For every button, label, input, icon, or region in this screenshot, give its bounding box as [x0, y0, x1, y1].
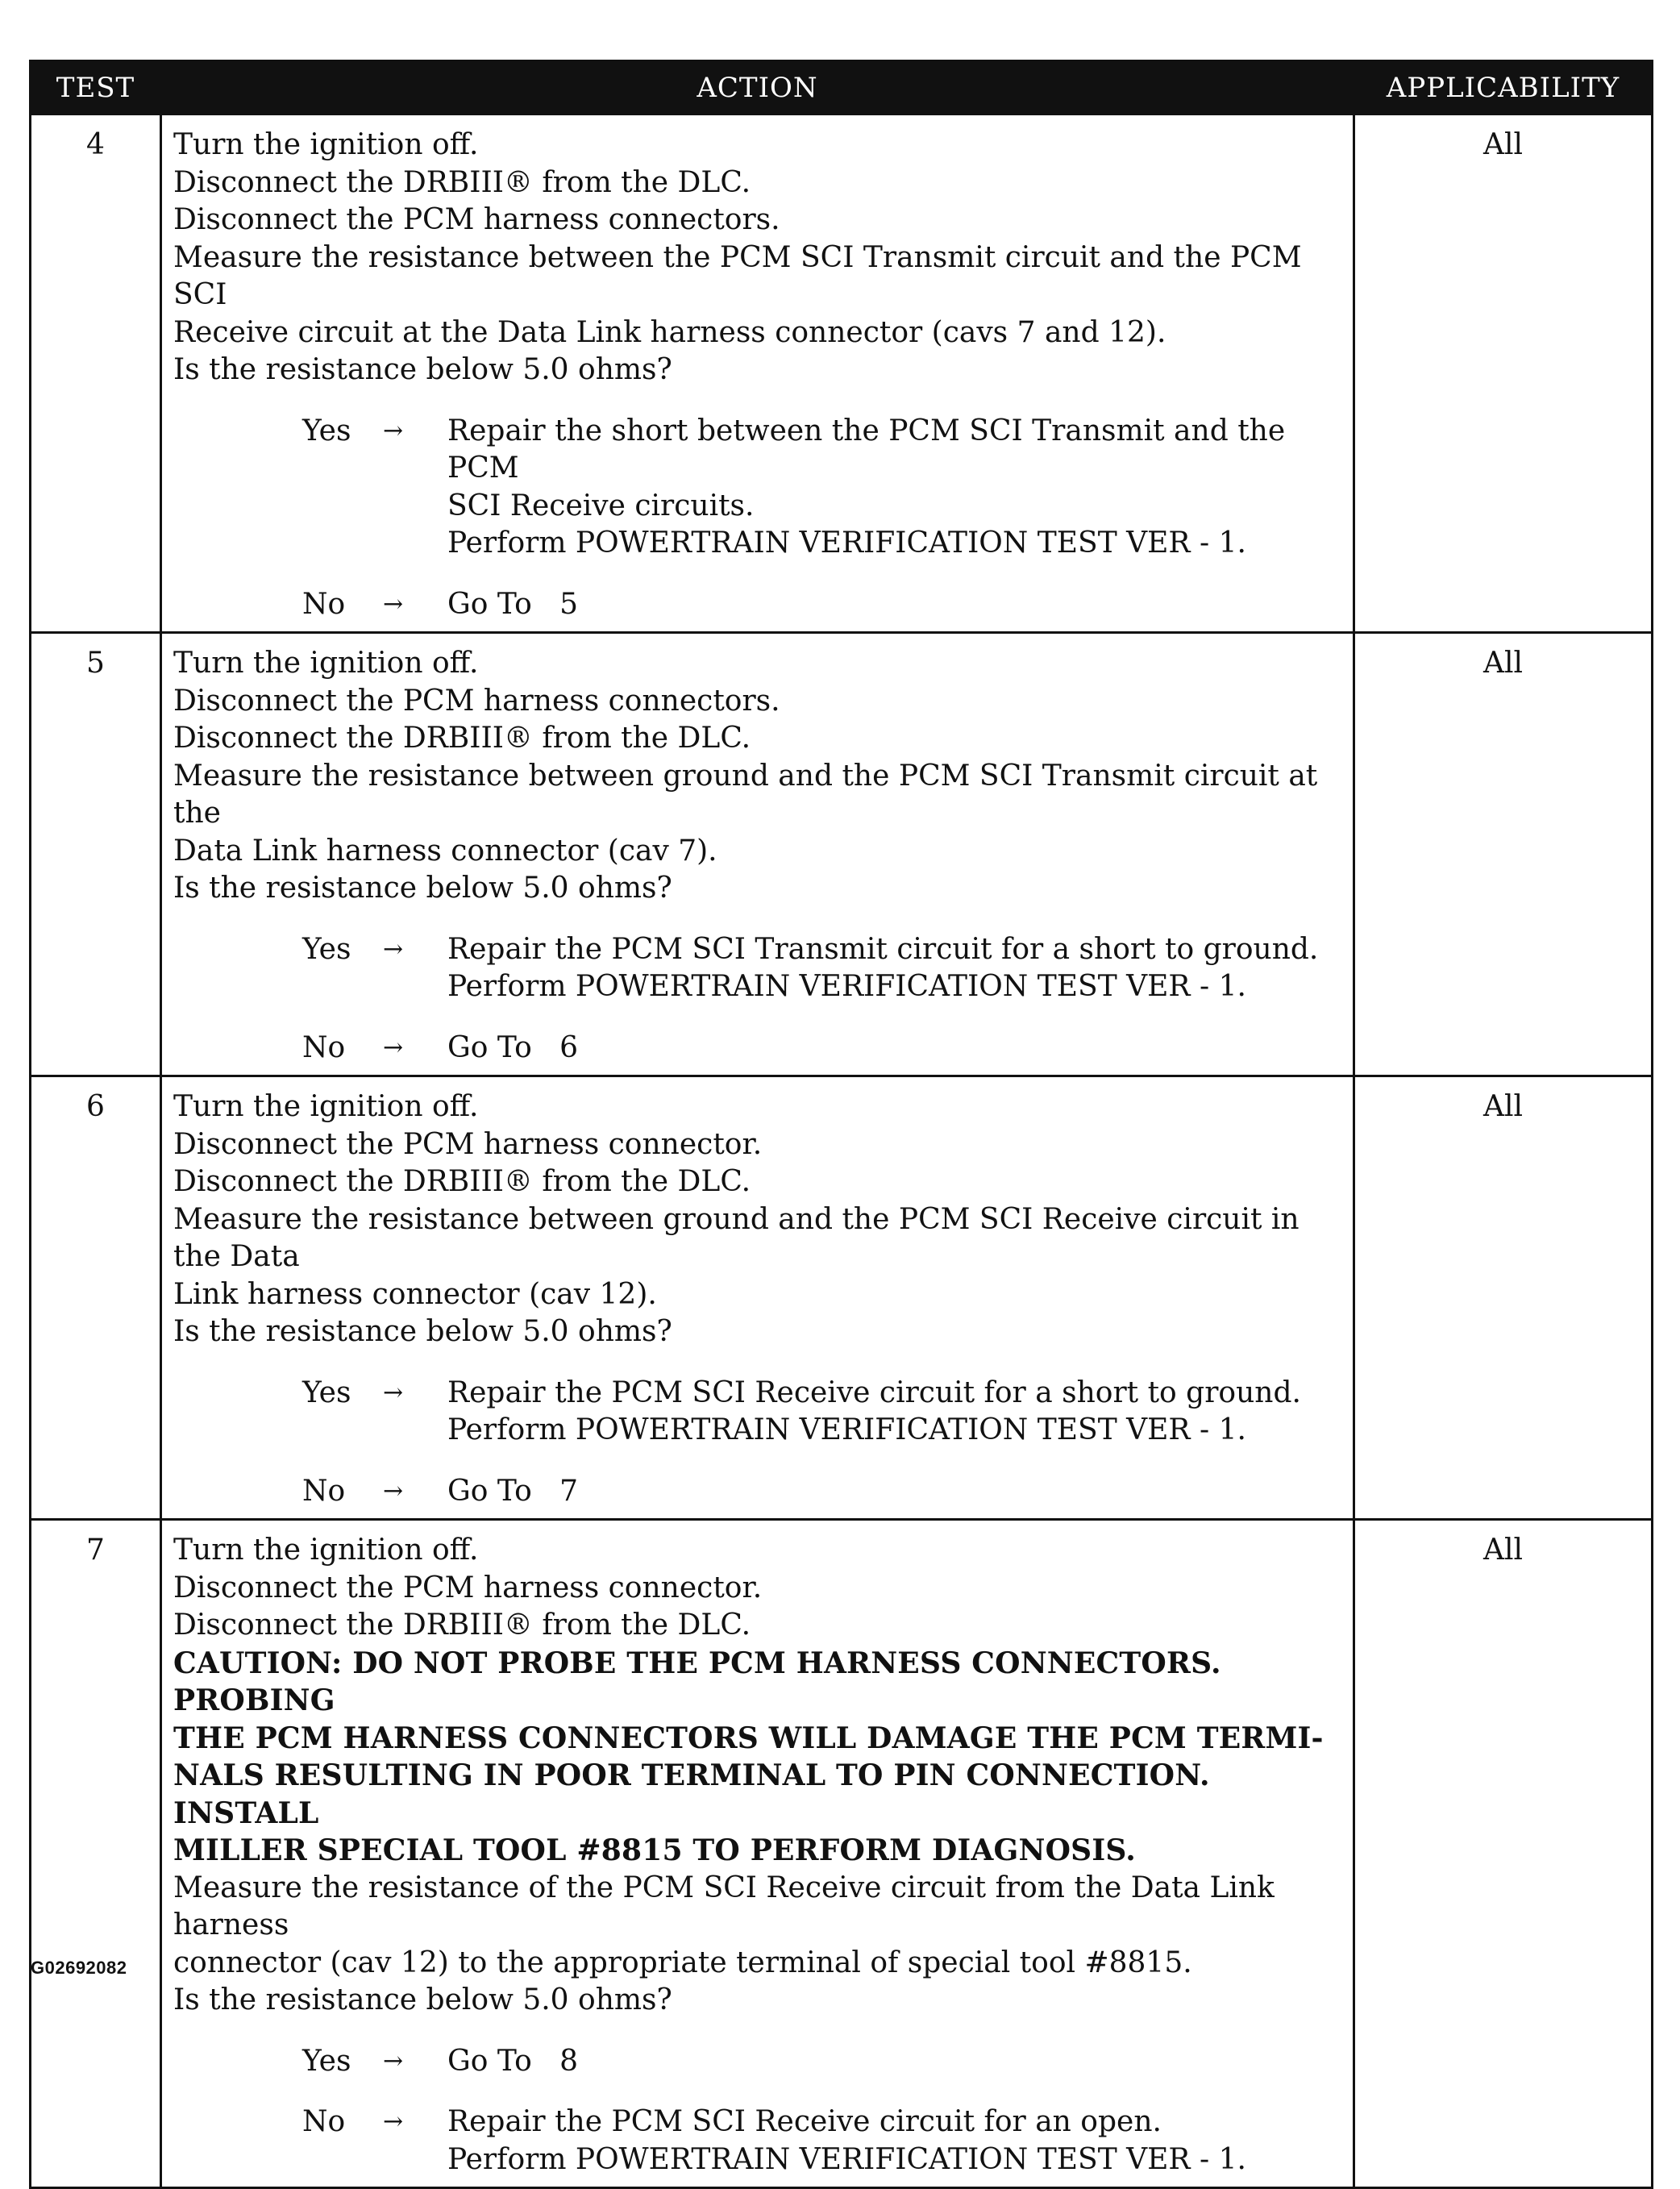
yes-line: Repair the short between the PCM SCI Transmit and the PCM [447, 414, 1286, 485]
yes-action [447, 931, 1345, 1006]
yes-response [173, 413, 1345, 563]
action-cell [161, 1076, 1354, 1520]
test-number: 7 [31, 1520, 161, 2188]
applicability: All [1354, 1076, 1653, 1520]
yes-label: Yes [302, 1375, 351, 1409]
no-action [447, 1030, 1345, 1067]
yes-line: Repair the PCM SCI Receive circuit for a short to ground. [447, 1375, 1301, 1409]
action-line: Is the resistance below 5.0 ohms? [173, 872, 672, 905]
no-line: Go To 7 [447, 1474, 578, 1508]
yes-action [447, 413, 1345, 563]
action-line: Data Link harness connector (cav 7). [173, 834, 717, 868]
action-line: Link harness connector (cav 12). [173, 1277, 657, 1311]
figure-id: G02692082 [31, 1958, 127, 1978]
diagnostic-test-table [29, 60, 1651, 2189]
action-line: Turn the ignition off. [173, 1534, 479, 1567]
action-line: Disconnect the PCM harness connectors. [173, 203, 780, 236]
yes-label: Yes [302, 932, 351, 966]
applicability: All [1354, 114, 1653, 633]
header-test: TEST [31, 61, 161, 114]
action-line: Measure the resistance between ground and the PCM SCI Transmit circuit at the [173, 759, 1318, 830]
header-applicability: APPLICABILITY [1354, 61, 1653, 114]
no-label: No [302, 1474, 346, 1508]
no-label: No [302, 587, 346, 621]
action-line: Disconnect the DRBIII® from the DLC. [173, 1165, 751, 1198]
yes-line: Perform POWERTRAIN VERIFICATION TEST VER - 1. [447, 526, 1246, 560]
action-line: Turn the ignition off. [173, 647, 479, 680]
action-line: Disconnect the DRBIII® from the DLC. [173, 722, 751, 755]
yes-action [447, 2043, 1345, 2081]
action-line: Measure the resistance between ground and the PCM SCI Receive circuit in the Data [173, 1202, 1300, 1273]
no-action [447, 2104, 1345, 2179]
action-line: Turn the ignition off. [173, 128, 479, 161]
no-label: No [302, 1030, 346, 1064]
action-line: Is the resistance below 5.0 ohms? [173, 1983, 672, 2016]
action-line: Measure the resistance between the PCM SCI Transmit circuit and the PCM SCI [173, 240, 1302, 311]
arrow-icon: → [383, 416, 404, 445]
no-action [447, 1473, 1345, 1511]
arrow-icon: → [383, 934, 404, 963]
yes-response [173, 1375, 1345, 1450]
action-cell [161, 114, 1354, 633]
yes-line: Repair the PCM SCI Transmit circuit for a short to ground. [447, 932, 1319, 966]
test-table [29, 60, 1653, 2189]
yes-line: Perform POWERTRAIN VERIFICATION TEST VER - 1. [447, 1413, 1246, 1446]
arrow-icon: → [383, 2108, 404, 2136]
test-number: 6 [31, 1076, 161, 1520]
no-response [173, 586, 1345, 624]
action-line: Disconnect the DRBIII® from the DLC. [173, 165, 751, 199]
caution-line: NALS RESULTING IN POOR TERMINAL TO PIN CONNECTION. INSTALL [173, 1758, 1210, 1830]
caution-line: MILLER SPECIAL TOOL #8815 TO PERFORM DIAGNOSIS. [173, 1833, 1137, 1867]
table-row [31, 1520, 1653, 2188]
action-line: Turn the ignition off. [173, 1090, 479, 1123]
table-row [31, 114, 1653, 633]
yes-response [173, 2043, 1345, 2081]
arrow-icon: → [383, 1378, 404, 1407]
test-number: 4 [31, 114, 161, 633]
no-response [173, 1030, 1345, 1067]
no-response [173, 2104, 1345, 2179]
no-label: No [302, 2105, 346, 2138]
action-cell [161, 633, 1354, 1076]
no-response [173, 1473, 1345, 1511]
table-header-row [31, 61, 1653, 114]
no-line: Perform POWERTRAIN VERIFICATION TEST VER - 1. [447, 2142, 1246, 2176]
action-line: Disconnect the PCM harness connector. [173, 1127, 763, 1161]
action-cell [161, 1520, 1354, 2188]
test-number: 5 [31, 633, 161, 1076]
applicability: All [1354, 633, 1653, 1076]
caution-line: THE PCM HARNESS CONNECTORS WILL DAMAGE THE PCM TERMI- [173, 1721, 1324, 1755]
no-line: Repair the PCM SCI Receive circuit for an open. [447, 2105, 1162, 2138]
yes-line: Go To 8 [447, 2044, 578, 2078]
arrow-icon: → [383, 1033, 404, 1062]
action-line: Receive circuit at the Data Link harness connector (cavs 7 and 12). [173, 315, 1166, 349]
action-line: connector (cav 12) to the appropriate terminal of special tool #8815. [173, 1946, 1192, 1979]
action-line: Disconnect the DRBIII® from the DLC. [173, 1608, 751, 1642]
table-row [31, 633, 1653, 1076]
yes-line: Perform POWERTRAIN VERIFICATION TEST VER - 1. [447, 970, 1246, 1003]
table-row [31, 1076, 1653, 1520]
yes-label: Yes [302, 414, 351, 447]
yes-response [173, 931, 1345, 1006]
caution-line: CAUTION: DO NOT PROBE THE PCM HARNESS CONNECTORS. PROBING [173, 1646, 1221, 1717]
arrow-icon: → [383, 2046, 404, 2075]
yes-action [447, 1375, 1345, 1450]
no-action [447, 586, 1345, 624]
action-line: Disconnect the PCM harness connector. [173, 1571, 763, 1604]
yes-label: Yes [302, 2044, 351, 2078]
header-action: ACTION [161, 61, 1354, 114]
action-line: Disconnect the PCM harness connectors. [173, 684, 780, 718]
action-line: Is the resistance below 5.0 ohms? [173, 353, 672, 386]
yes-line: SCI Receive circuits. [447, 489, 755, 522]
action-line: Is the resistance below 5.0 ohms? [173, 1315, 672, 1348]
action-line: Measure the resistance of the PCM SCI Receive circuit from the Data Link harness [173, 1871, 1275, 1941]
no-line: Go To 5 [447, 587, 578, 621]
no-line: Go To 6 [447, 1030, 578, 1064]
arrow-icon: → [383, 1476, 404, 1505]
arrow-icon: → [383, 589, 404, 618]
applicability: All [1354, 1520, 1653, 2188]
